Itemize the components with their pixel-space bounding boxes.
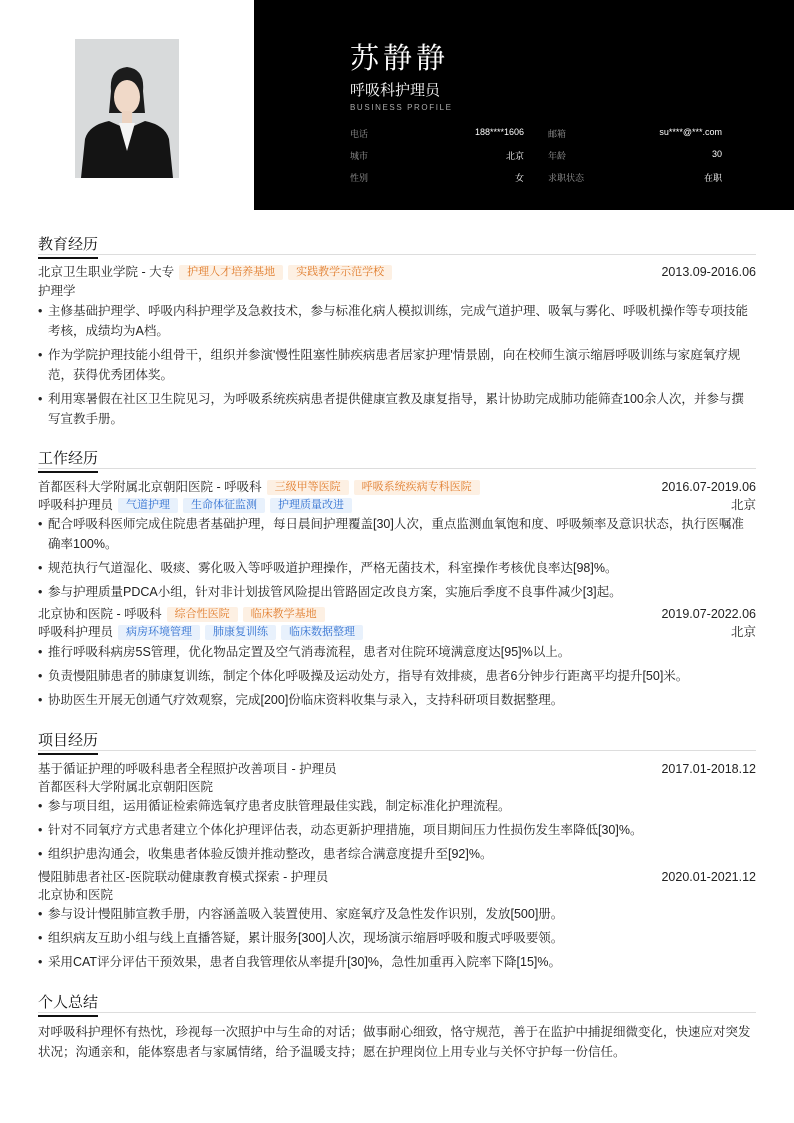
education-section (38, 233, 756, 259)
age-field (548, 149, 722, 162)
job-status-field (548, 171, 722, 184)
avatar (75, 39, 179, 178)
phone-value: 188****1606 (474, 127, 524, 137)
section-title: 教育经历 (38, 233, 98, 259)
photo-area (0, 0, 254, 210)
company-tag: 呼吸系统疾病专科医院 (354, 480, 480, 495)
candidate-name: 苏静静 (350, 43, 450, 75)
summary-section (38, 991, 756, 1017)
profile-panel (254, 0, 794, 210)
section-divider (38, 468, 756, 469)
work-date: 2016.07-2019.06 (661, 480, 756, 494)
phone-label: 电话 (350, 129, 369, 139)
list-item: • 规范执行气道湿化、吸痰、雾化吸入等呼吸道护理操作，严格无菌技术，科室操作考核优良率达[98]%。 (38, 561, 618, 575)
section-divider (38, 254, 756, 255)
work-header (38, 478, 756, 497)
education-header (38, 263, 756, 282)
education-date: 2013.09-2016.06 (661, 265, 756, 279)
list-item: • 协助医生开展无创通气疗效观察，完成[200]份临床资料收集与录入，支持科研项目数据整理。 (38, 693, 564, 707)
work-role-row (38, 496, 756, 515)
role-name: 呼吸科护理员 (38, 498, 114, 512)
company-name: 首都医科大学附属北京朝阳医院 - 呼吸科 (38, 480, 262, 494)
job-status-label: 求职状态 (548, 173, 585, 183)
section-title: 工作经历 (38, 447, 98, 473)
work-role-row (38, 623, 756, 642)
age-label: 年龄 (548, 151, 567, 161)
project-org: 北京协和医院 (38, 888, 114, 902)
job-title: 呼吸科护理员 (350, 82, 441, 99)
email-value: su****@***.com (659, 127, 722, 137)
job-status-value: 在职 (703, 173, 722, 183)
work-date: 2019.07-2022.06 (661, 607, 756, 621)
list-item: • 组织病友互助小组与线上直播答疑，累计服务[300]人次，现场演示缩唇呼吸和腹式呼吸要领。 (38, 931, 564, 945)
summary-text: 对呼吸科护理怀有热忱，珍视每一次照护中与生命的对话；做事耐心细致，恪守规范，善于在监护中捕捉细微变化，快速应对突发状况；沟通亲和，能体察患者与家属情绪，给予温暖支持；愿在护理岗位上用专业与关怀守护每一份信任。 (38, 1025, 751, 1059)
project-header (38, 868, 756, 887)
skill-tag: 病房环境管理 (118, 625, 200, 640)
project-name: 慢阻肺患者社区-医院联动健康教育模式探索 - 护理员 (38, 870, 329, 884)
city-field (350, 149, 524, 162)
list-item: • 采用CAT评分评估干预效果，患者自我管理依从率提升[30]%，急性加重再入院率下降[15]%。 (38, 955, 562, 969)
email-field (548, 127, 722, 140)
role-name: 呼吸科护理员 (38, 625, 114, 639)
project-name: 基于循证护理的呼吸科患者全程照护改善项目 - 护理员 (38, 762, 337, 776)
list-item: • 参与设计慢阻肺宣教手册，内容涵盖吸入装置使用、家庭氧疗及急性发作识别，发放[500]册。 (38, 907, 564, 921)
work-header (38, 605, 756, 624)
list-item: • 负责慢阻肺患者的肺康复训练，制定个体化呼吸操及运动处方，指导有效排痰，患者6分钟步行距离平均提升[50]米。 (38, 669, 689, 683)
section-divider (38, 750, 756, 751)
email-label: 邮箱 (548, 129, 567, 139)
major: 护理学 (38, 284, 76, 298)
work-city: 北京 (730, 625, 756, 639)
list-item: • 配合呼吸科医师完成住院患者基础护理，每日晨间护理覆盖[30]人次，重点监测血氧饱和度、呼吸频率及意识状态，执行医嘱准确率100%。 (38, 517, 744, 551)
skill-tag: 临床数据整理 (281, 625, 363, 640)
skill-tag: 气道护理 (118, 498, 178, 513)
list-item: • 利用寒暑假在社区卫生院见习，为呼吸系统疾病患者提供健康宣教及康复指导，累计协助完成肺功能筛查100余人次，并参与撰写宣教手册。 (38, 392, 744, 426)
project-org: 首都医科大学附属北京朝阳医院 (38, 780, 214, 794)
company-tag: 临床教学基地 (243, 607, 325, 622)
school-name: 北京卫生职业学院 - 大专 (38, 265, 175, 279)
list-item: • 作为学院护理技能小组骨干，组织并参演'慢性阻塞性肺疾病患者居家护理'情景剧，向在校师生演示缩唇呼吸训练与家庭氧疗规范，获得优秀团体奖。 (38, 348, 741, 382)
school-tag: 实践教学示范学校 (288, 265, 392, 280)
business-profile-label: BUSINESS PROFILE (350, 103, 453, 112)
list-item: • 主修基础护理学、呼吸内科护理学及急救技术，参与标准化病人模拟训练，完成气道护理、吸氧与雾化、呼吸机操作等专项技能考核，成绩均为A档。 (38, 304, 749, 338)
phone-field (350, 127, 524, 140)
section-title: 个人总结 (38, 991, 98, 1017)
work-section (38, 447, 756, 473)
list-item: • 组织护患沟通会，收集患者体验反馈并推动整改，患者综合满意度提升至[92]%。 (38, 847, 493, 861)
age-value: 30 (711, 149, 722, 159)
company-name: 北京协和医院 - 呼吸科 (38, 607, 162, 621)
list-item: • 针对不同氧疗方式患者建立个体化护理评估表，动态更新护理措施，项目期间压力性损伤发生率降低[30]%。 (38, 823, 643, 837)
skill-tag: 肺康复训练 (205, 625, 276, 640)
list-item: • 参与项目组，运用循证检索筛选氧疗患者皮肤管理最佳实践，制定标准化护理流程。 (38, 799, 511, 813)
work-city: 北京 (730, 498, 756, 512)
city-value: 北京 (505, 151, 524, 161)
section-title: 项目经历 (38, 729, 98, 755)
project-date: 2020.01-2021.12 (661, 870, 756, 884)
resume-header (0, 0, 794, 210)
company-tag: 综合性医院 (167, 607, 238, 622)
company-tag: 三级甲等医院 (267, 480, 349, 495)
project-date: 2017.01-2018.12 (661, 762, 756, 776)
skill-tag: 护理质量改进 (270, 498, 352, 513)
project-header (38, 760, 756, 779)
city-label: 城市 (350, 151, 369, 161)
skill-tag: 生命体征监测 (183, 498, 265, 513)
gender-value: 女 (514, 173, 524, 183)
project-section (38, 729, 756, 755)
school-tag: 护理人才培养基地 (179, 265, 283, 280)
gender-field (350, 171, 524, 184)
list-item: • 参与护理质量PDCA小组，针对非计划拔管风险提出管路固定改良方案，实施后季度不良事件减少[3]起。 (38, 585, 622, 599)
section-divider (38, 1012, 756, 1013)
gender-label: 性别 (350, 173, 369, 183)
list-item: • 推行呼吸科病房5S管理，优化物品定置及空气消毒流程，患者对住院环境满意度达[95]%以上。 (38, 645, 571, 659)
